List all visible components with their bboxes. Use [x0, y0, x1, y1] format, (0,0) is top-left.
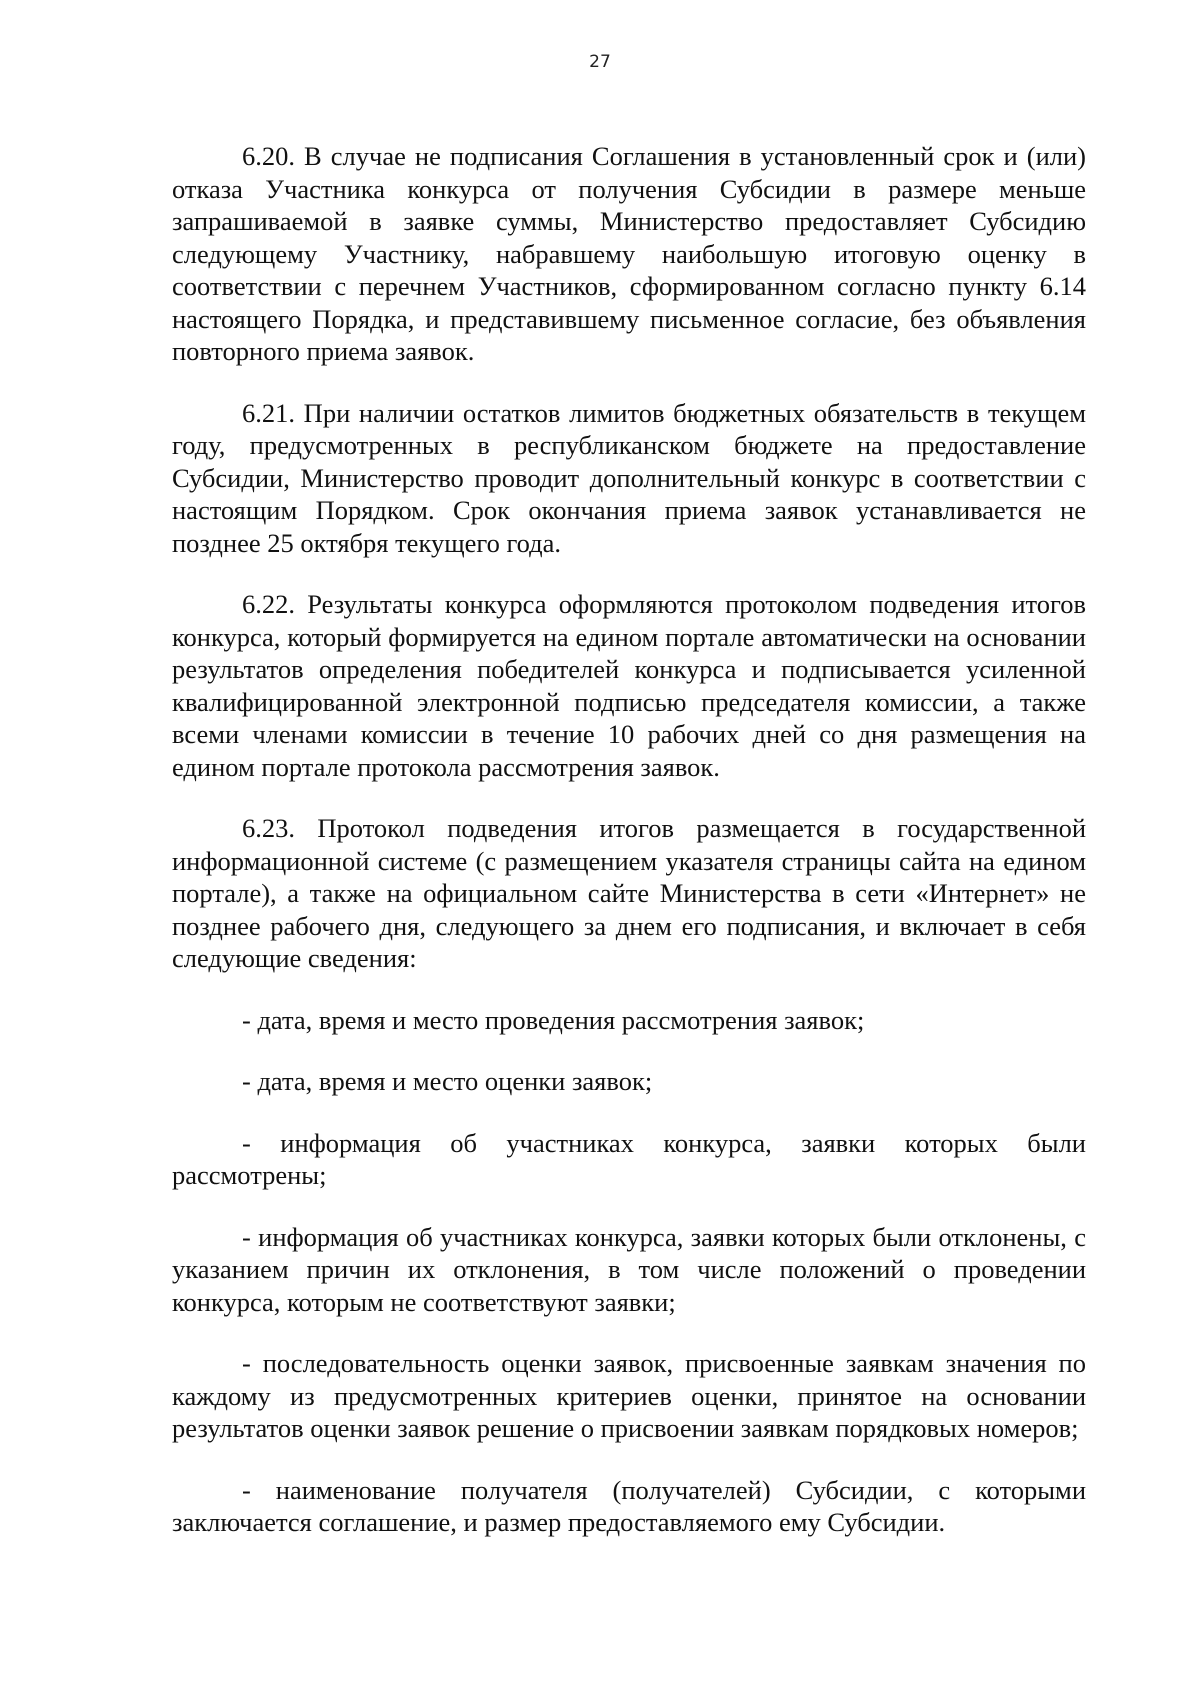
- list-item-rejected-participants: - информация об участниках конкурса, заявки которых были отклонены, с указанием причин их отклонения, в том числе положений о проведении конкурса, которым не соответствуют заявки;: [172, 1221, 1086, 1317]
- paragraph-6-23: 6.23. Протокол подведения итогов размещается в государственной информационной системе (с размещением указателя страницы сайта на едином портале), а также на официальном сайте Министерства в сети «Интернет» не позднее рабочего дня, следующего за днем его подписания, и включает в себя следующие сведения:: [172, 813, 1086, 973]
- list-item-review-date: - дата, время и место проведения рассмотрения заявок;: [242, 1004, 865, 1035]
- document-body: [172, 140, 1086, 1568]
- paragraph-6-21: 6.21. При наличии остатков лимитов бюджетных обязательств в текущем году, предусмотренных в республиканском бюджете на предоставление Субсидии, Министерство проводит дополнительный конкурс в соответствии с настоящим Порядком. Срок окончания приема заявок устанавливается не позднее 25 октября текущего года.: [172, 397, 1086, 558]
- list-item-evaluation-sequence: - последовательность оценки заявок, присвоенные заявкам значения по каждому из предусмотренных критериев оценки, принятое на основании результатов оценки заявок решение о присвоении заявкам порядковых номеров;: [172, 1348, 1086, 1443]
- list-item-evaluation-date: - дата, время и место оценки заявок;: [242, 1066, 653, 1096]
- paragraph-6-20: 6.20. В случае не подписания Соглашения в установленный срок и (или) отказа Участника конкурса от получения Субсидии в размере меньше запрашиваемой в заявке суммы, Министерство предоставляет Субсидию следующему Участнику, набравшему наибольшую итоговую оценку в соответствии с перечнем Участников, сформированном согласно пункту 6.14 настоящего Порядка, и представившему письменное согласие, без объявления повторного приема заявок.: [172, 141, 1086, 366]
- list-item-subsidy-recipient: - наименование получателя (получателей) Субсидии, с которыми заключается соглашение, и размер предоставляемого ему Субсидии.: [172, 1474, 1086, 1537]
- list-item-reviewed-participants: - информация об участниках конкурса, заявки которых были рассмотрены;: [172, 1127, 1086, 1190]
- page-number: 27: [589, 52, 611, 72]
- paragraph-6-22: 6.22. Результаты конкурса оформляются протоколом подведения итогов конкурса, который формируется на едином портале автоматически на основании результатов определения победителей конкурса и подписывается усиленной квалифицированной электронной подписью председателя комиссии, а также всеми членами комиссии в течение 10 рабочих дней со дня размещения на едином портале протокола рассмотрения заявок.: [172, 589, 1086, 782]
